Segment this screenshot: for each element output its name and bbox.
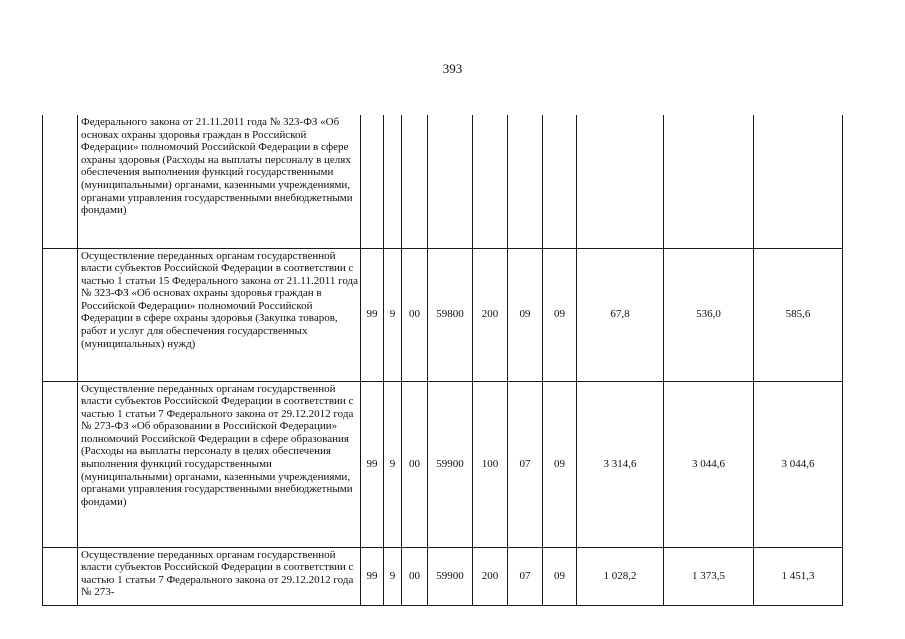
code-cell-c5: 200 (473, 547, 508, 605)
description-cell: Осуществление переданных органам государственной власти субъектов Российской Федерации в соответствии с частью 1 статьи 15 Федерального закона от 21.11.2011 года № 323-ФЗ «Об основах охраны здоровья граждан в Российской Федерации» полномочий Российской Федерации в сфере охраны здоровья (Закупка товаров, работ и услуг для обеспечения государственных (муниципальных) нужд) (78, 248, 361, 381)
table-row (43, 381, 843, 547)
code-cell-c3: 00 (402, 381, 428, 547)
code-cell-c5: 200 (473, 248, 508, 381)
code-cell-c5 (473, 115, 508, 248)
amount-cell-v2 (664, 115, 754, 248)
code-cell-c4: 59900 (428, 381, 473, 547)
amount-cell-v2: 3 044,6 (664, 381, 754, 547)
code-cell-c3 (402, 115, 428, 248)
amount-cell-v3 (754, 115, 843, 248)
description-cell: Осуществление переданных органам государственной власти субъектов Российской Федерации в соответствии с частью 1 статьи 7 Федерального закона от 29.12.2012 года № 273-ФЗ «Об образовании в Российской Федерации» полномочий Российской Федерации в сфере образования (Расходы на выплаты персоналу в целях обеспечения выполнения функций государственными (муниципальными) органами, казенными учреждениями, органами управления государственными внебюджетными фондами) (78, 381, 361, 547)
code-cell-c1: 99 (361, 381, 384, 547)
budget-table (42, 115, 843, 606)
amount-cell-v1 (577, 115, 664, 248)
code-cell-c6: 07 (508, 381, 543, 547)
amount-cell-v2: 536,0 (664, 248, 754, 381)
description-cell: Федерального закона от 21.11.2011 года № 323-ФЗ «Об основах охраны здоровья граждан в Российской Федерации» полномочий Российской Федерации в сфере охраны здоровья (Расходы на выплаты персоналу в целях обеспечения выполнения функций государственными (муниципальными) органами, казенными учреждениями, органами управления государственными внебюджетными фондами) (78, 115, 361, 248)
amount-cell-v1: 1 028,2 (577, 547, 664, 605)
code-cell-c1: 99 (361, 547, 384, 605)
code-cell-c2 (384, 115, 402, 248)
code-cell-c1 (361, 115, 384, 248)
code-cell-c2: 9 (384, 547, 402, 605)
table-row (43, 115, 843, 248)
code-cell-c4: 59800 (428, 248, 473, 381)
amount-cell-v3: 585,6 (754, 248, 843, 381)
code-cell-c2: 9 (384, 248, 402, 381)
code-cell-c7 (543, 115, 577, 248)
amount-cell-v1: 67,8 (577, 248, 664, 381)
code-cell-c7: 09 (543, 248, 577, 381)
code-cell-c2: 9 (384, 381, 402, 547)
table-row (43, 248, 843, 381)
code-cell-c6: 07 (508, 547, 543, 605)
code-cell-c6: 09 (508, 248, 543, 381)
amount-cell-v3: 3 044,6 (754, 381, 843, 547)
description-cell: Осуществление переданных органам государственной власти субъектов Российской Федерации в соответствии с частью 1 статьи 7 Федерального закона от 29.12.2012 года № 273- (78, 547, 361, 605)
amount-cell-v1: 3 314,6 (577, 381, 664, 547)
number-cell (43, 381, 78, 547)
page-number: 393 (442, 61, 463, 76)
code-cell-c7: 09 (543, 547, 577, 605)
amount-cell-v2: 1 373,5 (664, 547, 754, 605)
amount-cell-v3: 1 451,3 (754, 547, 843, 605)
number-cell (43, 547, 78, 605)
table-row (43, 547, 843, 605)
code-cell-c5: 100 (473, 381, 508, 547)
number-cell (43, 248, 78, 381)
code-cell-c7: 09 (543, 381, 577, 547)
code-cell-c3: 00 (402, 248, 428, 381)
code-cell-c4: 59900 (428, 547, 473, 605)
code-cell-c3: 00 (402, 547, 428, 605)
number-cell (43, 115, 78, 248)
code-cell-c1: 99 (361, 248, 384, 381)
code-cell-c4 (428, 115, 473, 248)
code-cell-c6 (508, 115, 543, 248)
